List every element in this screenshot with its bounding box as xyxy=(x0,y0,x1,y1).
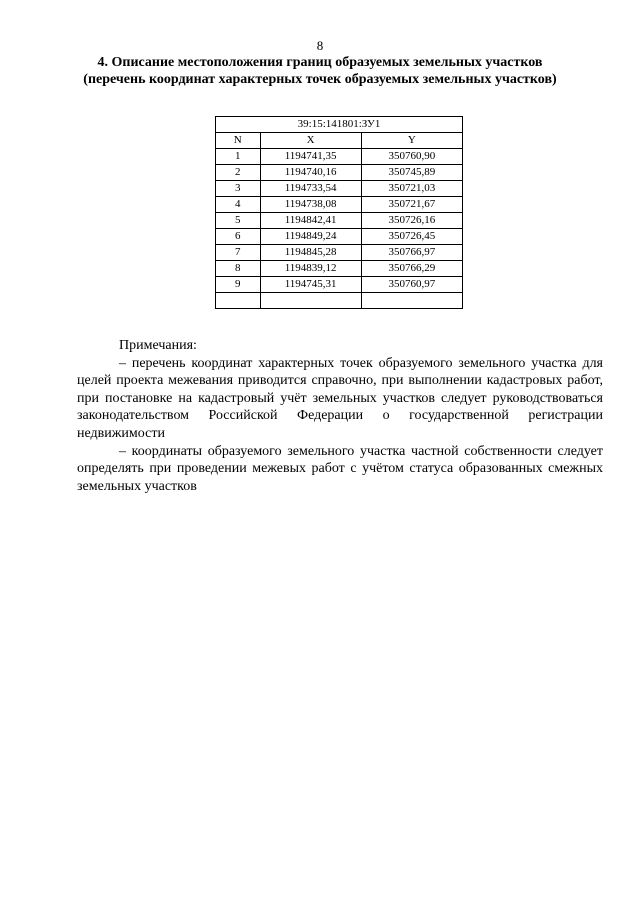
table-row xyxy=(216,181,463,197)
cell-n: 7 xyxy=(216,245,261,261)
cell-y: 350766,29 xyxy=(361,261,462,277)
column-header-n: N xyxy=(216,133,261,149)
note-item: – координаты образуемого земельного участка частной собственности следует определять при проведении межевых работ с учётом статуса образованных смежных земельных участков xyxy=(77,443,603,494)
table-row xyxy=(216,245,463,261)
cell-y: 350721,03 xyxy=(361,181,462,197)
table-body xyxy=(216,149,463,309)
cell-n: 8 xyxy=(216,261,261,277)
cell-n: 9 xyxy=(216,277,261,293)
cell-y: 350766,97 xyxy=(361,245,462,261)
cell-empty xyxy=(260,293,361,309)
table-row xyxy=(216,165,463,181)
cell-n: 1 xyxy=(216,149,261,165)
cell-x: 1194740,16 xyxy=(260,165,361,181)
cell-empty xyxy=(361,293,462,309)
table-row-empty xyxy=(216,293,463,309)
cell-x: 1194842,41 xyxy=(260,213,361,229)
column-header-x: X xyxy=(260,133,361,149)
cell-n: 2 xyxy=(216,165,261,181)
cell-n: 3 xyxy=(216,181,261,197)
coordinates-table xyxy=(215,116,463,309)
table-row xyxy=(216,229,463,245)
notes-section xyxy=(77,337,603,495)
section-heading-line-1: 4. Описание местоположения границ образуемых земельных участков xyxy=(97,55,543,70)
table-title-row xyxy=(216,117,463,133)
cell-x: 1194733,54 xyxy=(260,181,361,197)
cell-n: 6 xyxy=(216,229,261,245)
section-heading-line-2: (перечень координат характерных точек образуемых земельных участков) xyxy=(83,72,557,87)
cell-x: 1194849,24 xyxy=(260,229,361,245)
table-row xyxy=(216,277,463,293)
column-header-y: Y xyxy=(361,133,462,149)
table-header-row xyxy=(216,133,463,149)
section-heading xyxy=(40,54,600,88)
cell-x: 1194839,12 xyxy=(260,261,361,277)
table-row xyxy=(216,213,463,229)
table-row xyxy=(216,197,463,213)
cell-x: 1194738,08 xyxy=(260,197,361,213)
cell-y: 350726,16 xyxy=(361,213,462,229)
cell-y: 350721,67 xyxy=(361,197,462,213)
cell-x: 1194741,35 xyxy=(260,149,361,165)
cell-y: 350760,97 xyxy=(361,277,462,293)
cell-y: 350745,89 xyxy=(361,165,462,181)
page-number: 8 xyxy=(316,38,324,53)
cell-y: 350726,45 xyxy=(361,229,462,245)
cell-x: 1194745,31 xyxy=(260,277,361,293)
cell-empty xyxy=(216,293,261,309)
note-item: – перечень координат характерных точек образуемого земельного участка для целей проекта межевания приводится справочно, при выполнении кадастровых работ, при постановке на кадастровый учёт земельных участков следует руководствоваться законодательством Российской Федерации о государственной регистрации недвижимости xyxy=(77,355,603,441)
table-row xyxy=(216,261,463,277)
table-row xyxy=(216,149,463,165)
table-title: 39:15:141801:ЗУ1 xyxy=(216,117,463,133)
cell-n: 4 xyxy=(216,197,261,213)
notes-title: Примечания: xyxy=(119,338,197,353)
cell-n: 5 xyxy=(216,213,261,229)
cell-y: 350760,90 xyxy=(361,149,462,165)
cell-x: 1194845,28 xyxy=(260,245,361,261)
